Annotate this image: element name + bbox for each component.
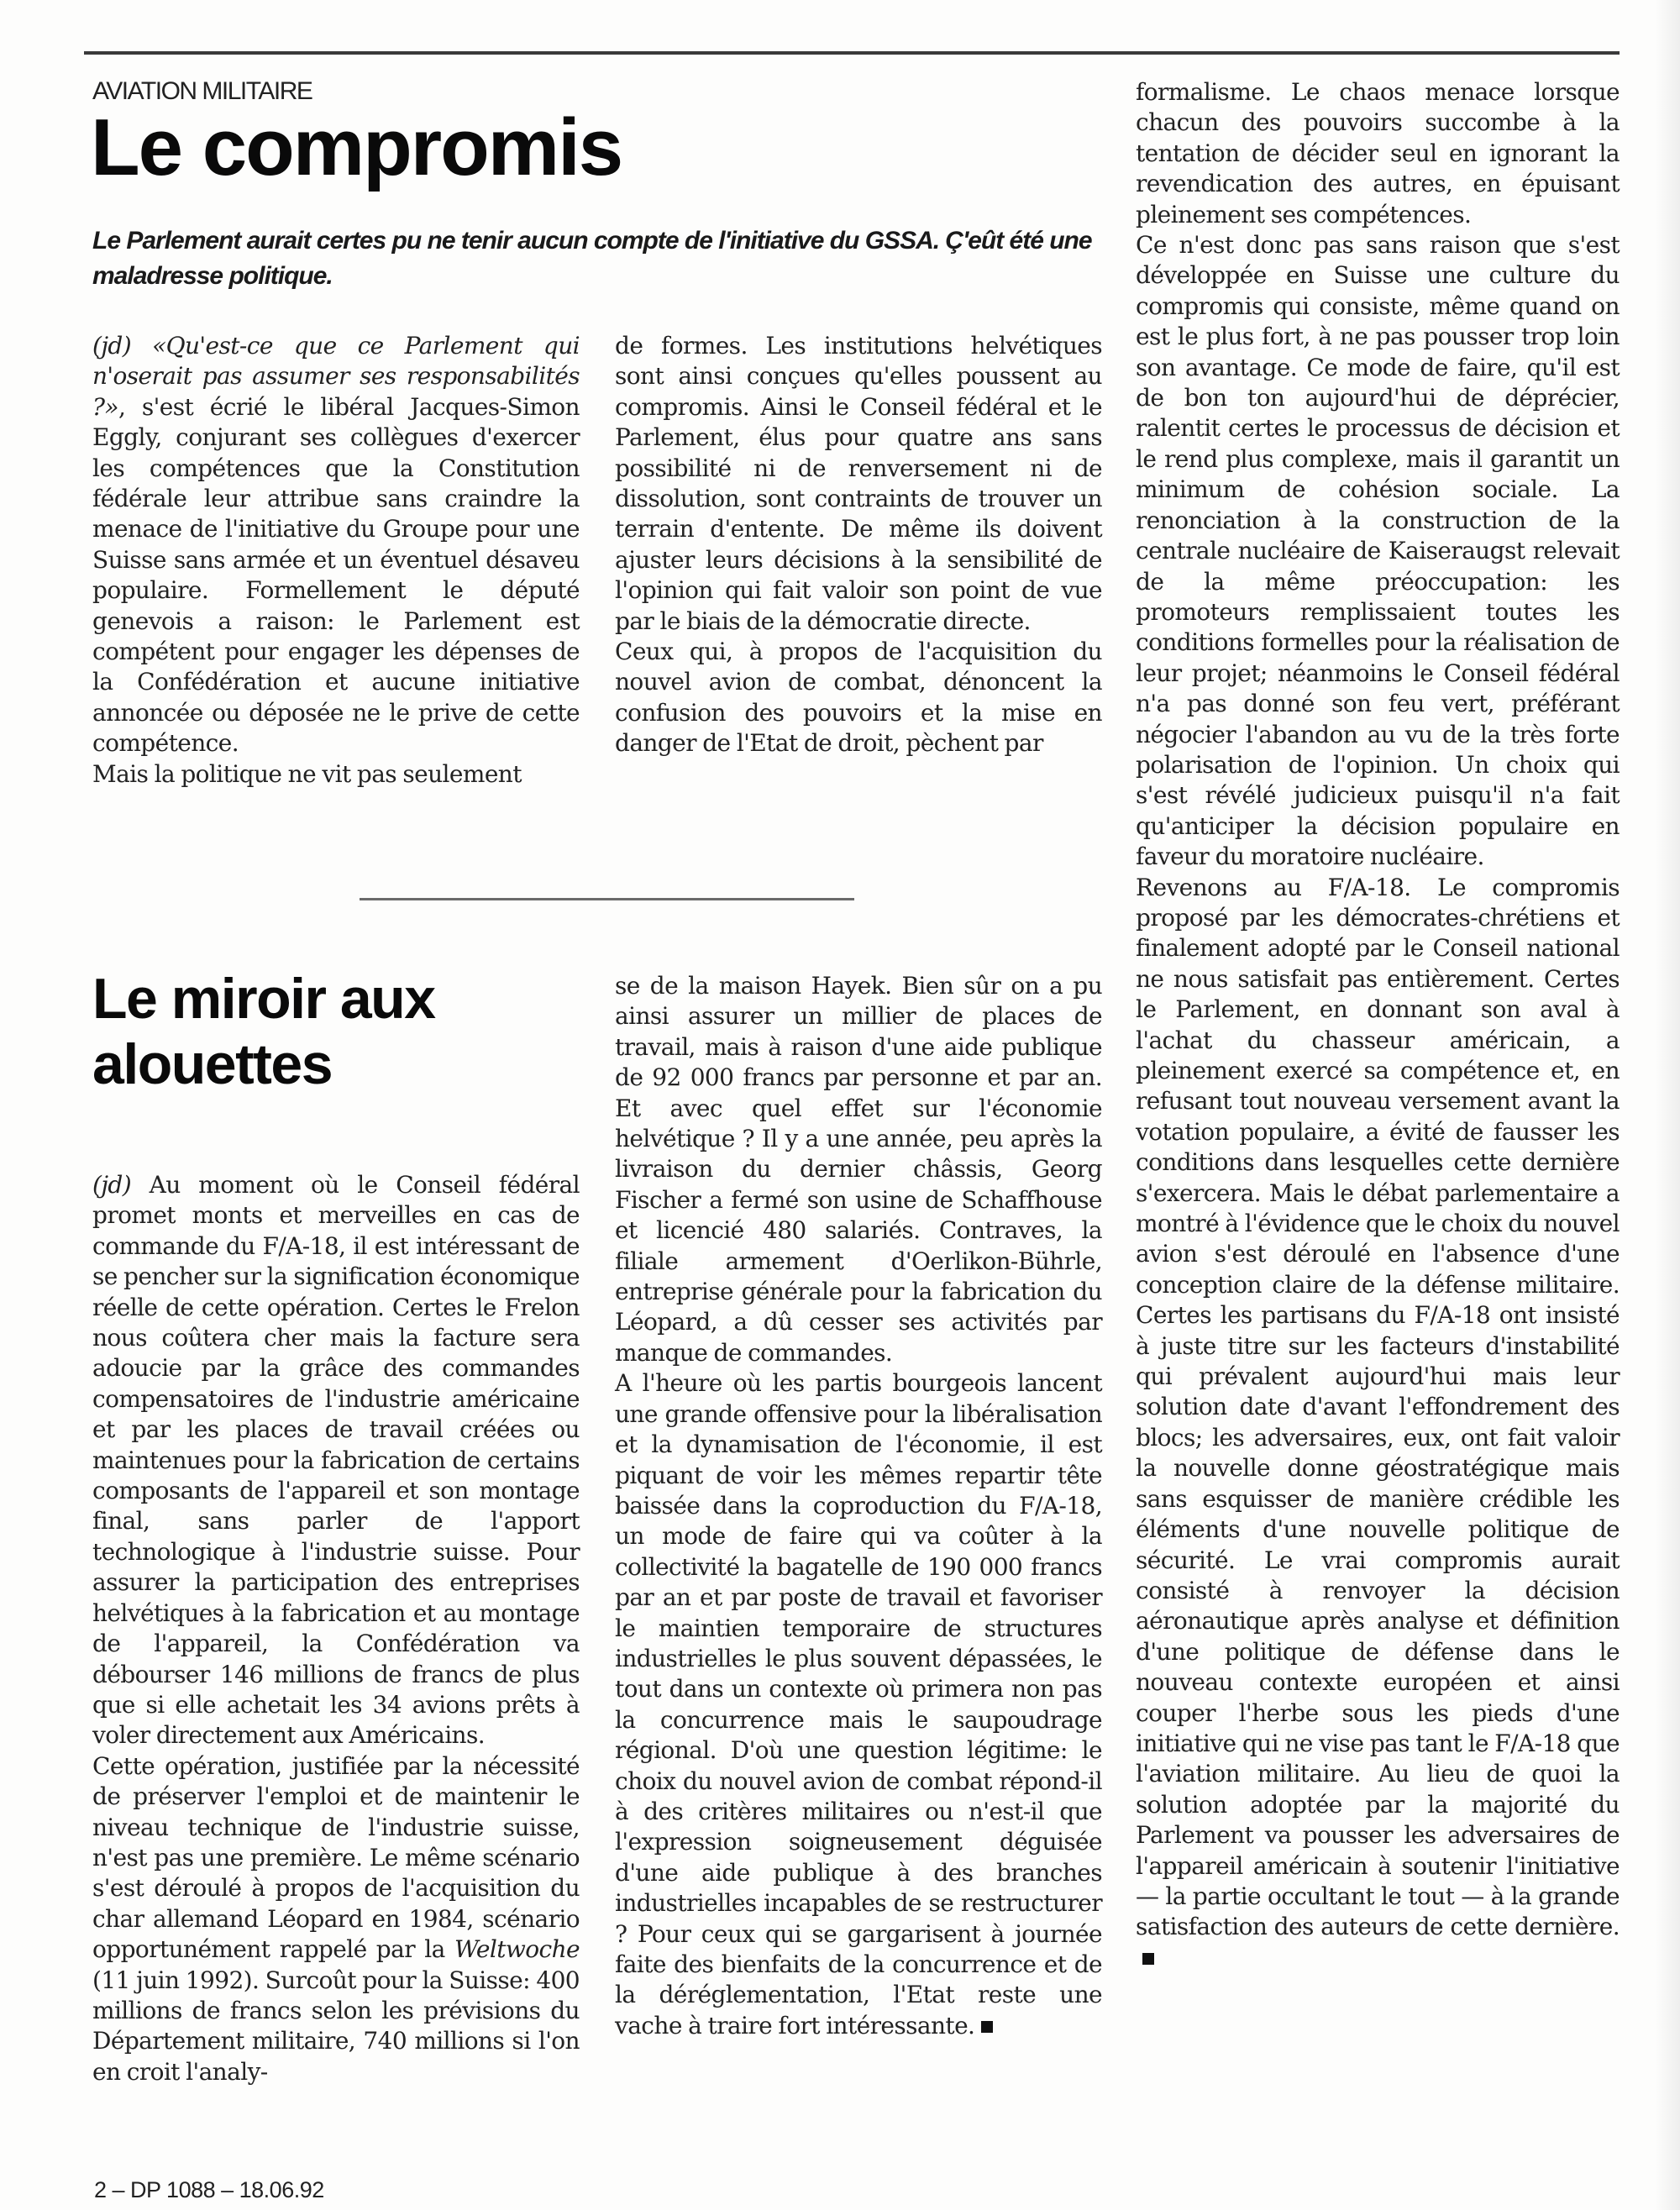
paragraph: Cette opération, justifiée par la nécessité de préserver l'emploi et de maintenir le niveau technique de l'industrie suisse, n'est pas une première. Le même scénario s'est déroulé à propos de l'acquisition du char allemand Léopard en 1984, scénario opportunément rappelé par la Weltwoche (11 juin 1992). Surcoût pour la Suisse: 400 millions de francs selon les prévisions du Département militaire, 740 millions si l'on en croit l'analy- [92,1751,580,2086]
paragraph: Revenons au F/A-18. Le compromis proposé par les démocrates-chrétiens et finalement adopté par le Conseil national ne nous satisfait pas entièrement. Certes le Parlement, en donnant son aval à l'achat du chasseur américain, a pleinement exercé sa compétence et, en refusant tout nouveau versement avant la votation populaire, a évité de fausser les conditions dans lesquelles cette dernière s'exercera. Mais le débat parlementaire a montré à l'évidence que le choix du nouvel avion s'est déroulé en l'absence d'une conception claire de la défense militaire. Certes les partisans du F/A-18 ont insisté à juste titre sur les facteurs d'instabilité qui prévalent aujourd'hui mais leur solution date d'avant l'effondrement des blocs; les adversaires, eux, ont fait valoir la nouvelle donne géostratégique mais sans esquisser de manière crédible les éléments d'une nouvelle politique de sécurité. Le vrai compromis aurait consisté à renvoyer la décision aéronautique après analyse et définition d'une politique de défense dans le nouveau contexte européen et ainsi couper l'herbe sous les pieds d'une initiative qui ne vise pas tant le F/A-18 que l'aviation militaire. Au lieu de quoi la solution adoptée par la majorité du Parlement va pousser les adversaires de l'appareil américain à soutenir l'initiative — la partie occultant le tout — à la grande satisfaction des auteurs de cette dernière. [1136,873,1620,1974]
article1-column-1 [92,331,580,790]
paragraph: Ce n'est donc pas sans raison que s'est développée en Suisse une culture du compromis qui consiste, même quand on est le plus fort, à ne pas pousser trop loin son avantage. Ce mode de faire, qu'il est de bon ton aujourd'hui de déprécier, ralentit certes le processus de décision et le rend plus complexe, mais il garantit un minimum de cohésion sociale. La renonciation à la construction de la centrale nucléaire de Kaiseraugst relevait de la même préoccupation: les promoteurs remplissaient toutes les conditions formelles pour la réalisation de leur projet; néanmoins le Conseil fédéral n'a pas donné son feu vert, préférant négocier l'abandon au vu de la très forte polarisation de l'opinion. Un choix qui s'est révélé judicieux puisqu'il n'a fait qu'anticiper la décision populaire en faveur du moratoire nucléaire. [1136,231,1620,871]
article2-column-1 [92,1170,580,2087]
paragraph: (jd) «Qu'est-ce que ce Parlement qui n'oserait pas assumer ses responsabilités ?», s'est écrié le libéral Jacques-Simon Eggly, conjurant ses collègues d'exercer les compétences que la Constitution fédérale leur attribue sans craindre la menace de l'initiative du Groupe pour une Suisse sans armée et un éventuel désaveu populaire. Formellement le député genevois a raison: le Parlement est compétent pour engager les dépenses de la Confédération et aucune initiative annoncée ou déposée ne le prive de cette compétence. [92,332,580,758]
article2-column-2 [615,971,1102,2041]
paragraph: Mais la politique ne vit pas seulement [92,759,522,788]
paragraph: de formes. Les institutions helvétiques sont ainsi conçues qu'elles poussent au compromis. Ainsi le Conseil fédéral et le Parlement, élus pour quatre ans sans possibilité ni de renversement ni de dissolution, sont contraints de trouver un terrain d'entente. De même ils doivent ajuster leurs décisions à la sensibilité de l'opinion qui fait valoir son point de vue par le biais de la démocratie directe. [615,332,1102,635]
paragraph: se de la maison Hayek. Bien sûr on a pu ainsi assurer un millier de places de travail, mais à raison d'une aide publique de 92 000 francs par personne et par an. Et avec quel effet sur l'économie helvétique ? Il y a une année, peu après la livraison du dernier châssis, Georg Fischer a fermé son usine de Schaffhouse et licencié 480 salariés. Contraves, la filiale armement d'Oerlikon-Bührle, entreprise générale pour la fabrication du Léopard, a dû cesser ses activités par manque de commandes. [615,972,1102,1367]
quote: «Qu'est-ce que ce Parlement qui n'oserait pas assumer ses responsabilités ?» [92,332,580,421]
paragraph: Ceux qui, à propos de l'acquisition du nouvel avion de combat, dénoncent la confusion des pouvoirs et la mise en danger de l'Etat de droit, pèchent par [615,638,1102,758]
article1-lede: Le Parlement aurait certes pu ne tenir aucun compte de l'initiative du GSSA. Ç'eût été une maladresse politique. [92,227,1092,290]
section-kicker: AVIATION MILITAIRE [92,77,312,105]
end-of-article-mark-icon [1142,1953,1154,1965]
paragraph: (jd) Au moment où le Conseil fédéral promet monts et merveilles en cas de commande du F/A-18, il est intéressant de se pencher sur la signification économique réelle de cette opération. Certes le Frelon nous coûtera cher mais la facture sera adoucie par la grâce des commandes compensatoires de l'industrie américaine et par les places de travail créées ou maintenues pour la fabrication de certains composants de l'appareil et son montage final, sans parler de l'apport technologique à l'industrie suisse. Pour assurer la participation des entreprises helvétiques à la fabrication et au montage de l'appareil, la Confédération va débourser 146 millions de francs de plus que si elle achetait les 34 avions prêts à voler directement aux Américains. [92,1171,580,1750]
article1-title: Le compromis [91,102,622,192]
source-publication: Weltwoche [454,1935,580,1964]
byline: (jd) [92,1171,132,1199]
article1-column-2 [615,331,1102,759]
article-separator [360,898,854,900]
page-edge-shadow [1655,0,1680,2210]
end-of-article-mark-icon [981,2021,993,2033]
article1-column-3 [1136,77,1620,1973]
top-rule [84,51,1620,55]
paragraph: formalisme. Le chaos menace lorsque chacun des pouvoirs succombe à la tentation de décider seul en ignorant la revendication des autres, en épuisant pleinement ses compétences. [1136,78,1620,228]
paragraph: A l'heure où les partis bourgeois lancent une grande offensive pour la libéralisation et la dynamisation de l'économie, il est piquant de voir les mêmes repartir tête baissée dans la coproduction du F/A-18, un mode de faire qui va coûter à la collectivité la bagatelle de 190 000 francs par an et par poste de travail et favoriser le maintien temporaire de structures industrielles le plus souvent dépassées, le tout dans un contexte où primera non pas la concurrence mais le saupoudrage régional. D'où une question légitime: le choix du nouvel avion de combat répond-il à des critères militaires ou n'est-il que l'expression soigneusement déguisée d'une aide publique à des branches industrielles incapables de se restructurer ? Pour ceux qui se gargarisent à journée faite des bienfaits de la concurrence et de la déréglementation, l'Etat reste une vache à traire fort intéressante. [615,1369,1102,2039]
article2-title: Le miroir aux alouettes [92,967,435,1096]
page-footer: 2 – DP 1088 – 18.06.92 [94,2177,324,2202]
byline: (jd) [92,332,132,360]
